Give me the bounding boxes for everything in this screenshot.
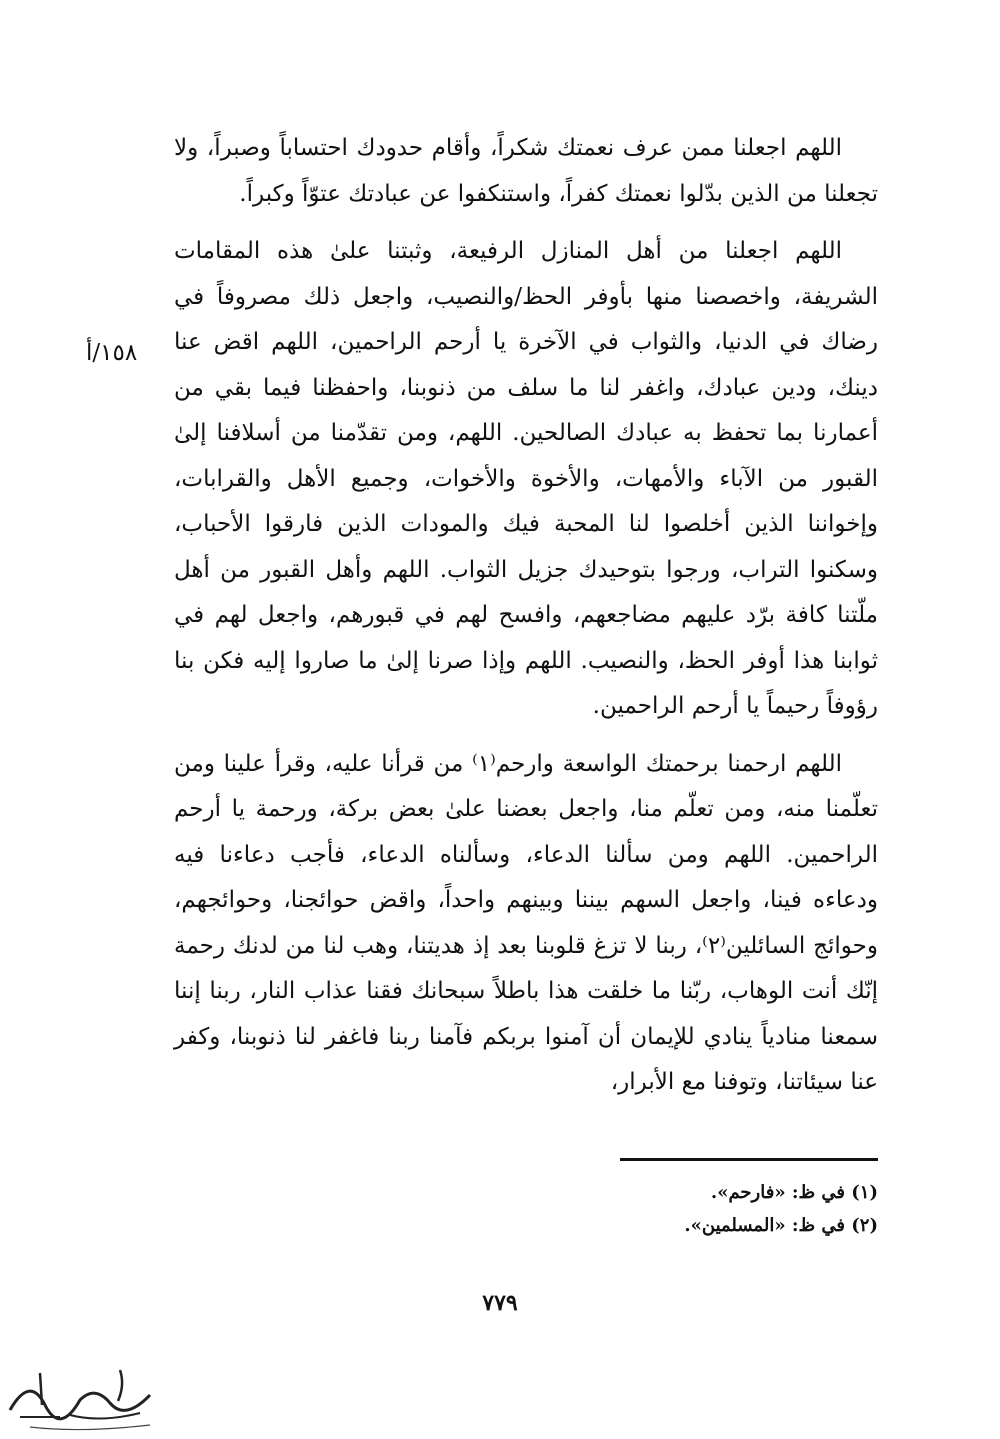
page-number: ٧٧٩	[482, 1290, 518, 1316]
main-text	[174, 126, 878, 1118]
footnote: (١) في ظ: «فارحم».	[710, 1182, 878, 1203]
calligraphy-logo-icon	[0, 1355, 175, 1435]
footnotes	[500, 1176, 878, 1242]
paragraph: اللهم اجعلنا ممن عرف نعمتك شكراً، وأقام حدودك احتساباً وصبراً، ولا تجعلنا من الذين بدّلوا نعمتك كفراً، واستنكفوا عن عبادتك عتوّاً وكبراً.	[174, 135, 878, 207]
paragraph: اللهم اجعلنا من أهل المنازل الرفيعة، وثبتنا علىٰ هذه المقامات الشريفة، واخصصنا منها بأوفر الحظ/والنصيب، واجعل ذلك مصروفاً في رضاك في الدنيا، والثواب في الآخرة يا أرحم الراحمين، اللهم اقض عنا دينك، ودين عبادك، واغفر لنا ما سلف من ذنوبنا، واحفظنا فيما بقي من أعمارنا بما تحفظ به عبادك الصالحين. اللهم، ومن تقدّمنا من أسلافنا إلىٰ القبور من الآباء والأمهات، والأخوة والأخوات، وجميع الأهل والقرابات، وإخواننا الذين أخلصوا لنا المحبة فيك والمودات الذين فارقوا الأحباب، وسكنوا التراب، ورجوا بتوحيدك جزيل الثواب. اللهم وأهل القبور من أهل ملّتنا كافة برّد عليهم مضاجعهم، وافسح لهم في قبورهم، واجعل لهم في ثوابنا هذا أوفر الحظ، والنصيب. اللهم وإذا صرنا إلىٰ ما صاروا إليه فكن بنا رؤوفاً رحيماً يا أرحم الراحمين.	[174, 238, 878, 719]
manuscript-folio-note: ١٥٨/أ	[86, 340, 138, 366]
footnote-divider	[620, 1158, 878, 1161]
calligraphy-logo	[0, 1355, 175, 1435]
footnote: (٢) في ظ: «المسلمين».	[684, 1215, 878, 1236]
paragraph: اللهم ارحمنا برحمتك الواسعة وارحم⁽١⁾ من قرأنا عليه، وقرأ علينا ومن تعلّمنا منه، ومن تعلّم منا، واجعل بعضنا علىٰ بعض بركة، ورحمة يا أرحم الراحمين. اللهم ومن سألنا الدعاء، وسألناه الدعاء، فأجب دعاءنا فيه ودعاءه فينا، واجعل السهم بيننا وبينهم واحداً، واقض حوائجنا، وحوائجهم، وحوائج السائلين⁽٢⁾، ربنا لا تزغ قلوبنا بعد إذ هديتنا، وهب لنا من لدنك رحمة إنّك أنت الوهاب، ربّنا ما خلقت هذا باطلاً سبحانك فقنا عذاب النار، ربنا إننا سمعنا منادياً ينادي للإيمان أن آمنوا بربكم فآمنا ربنا فاغفر لنا ذنوبنا، وكفر عنا سيئاتنا، وتوفنا مع الأبرار،	[174, 750, 879, 1095]
